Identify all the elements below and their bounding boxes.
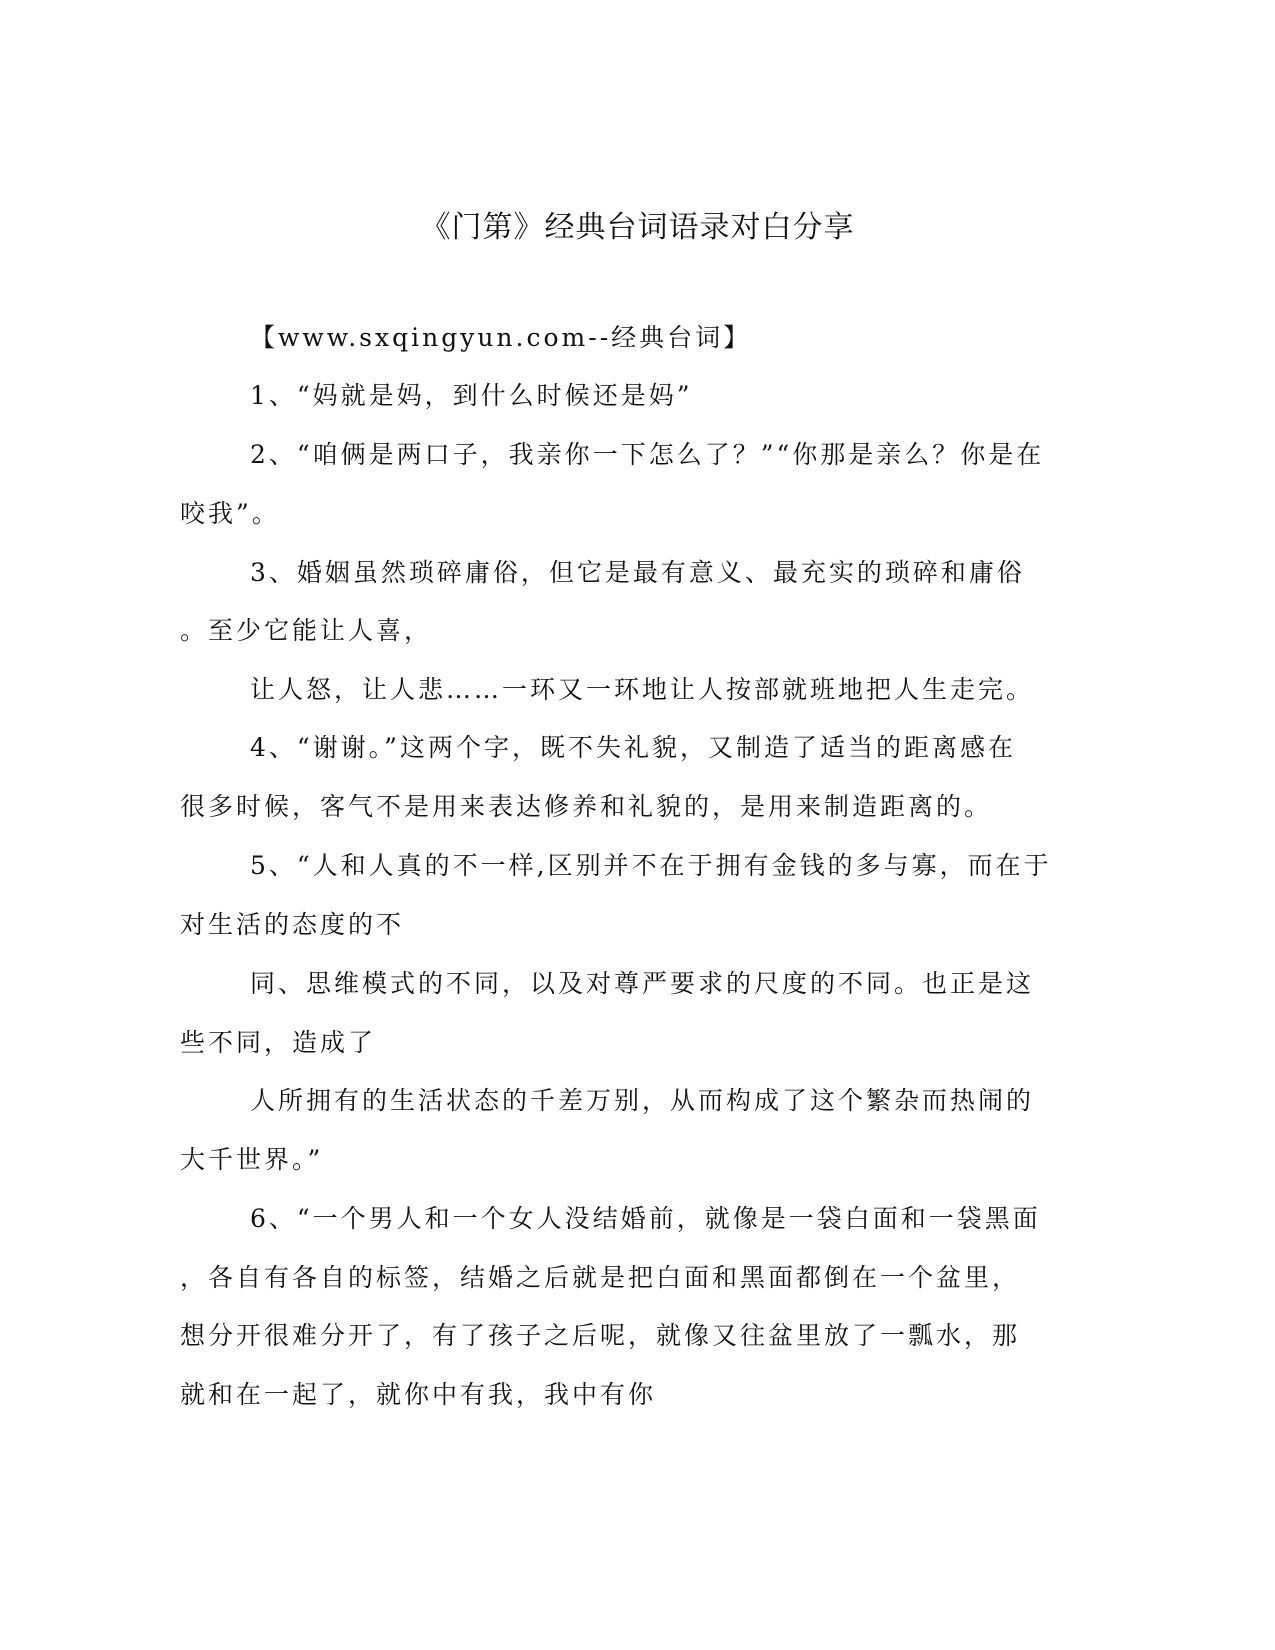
quote-line: 1、“妈就是妈，到什么时候还是妈” [250,381,693,410]
quote-line: 2、“咱俩是两口子，我亲你一下怎么了？”“你那是亲么？你是在 [250,440,1045,469]
quote-line: 就和在一起了，就你中有我，我中有你 [180,1380,657,1409]
document-title: 《门第》经典台词语录对白分享 [420,210,855,245]
quote-line: 想分开很难分开了，有了孩子之后呢，就像又往盆里放了一瓢水，那 [180,1321,1021,1350]
quote-line: 些不同，造成了 [180,1028,377,1057]
quote-line: ，各自有各自的标签，结婚之后就是把白面和黑面都倒在一个盆里， [180,1263,1021,1292]
quote-line: 3、婚姻虽然琐碎庸俗，但它是最有意义、最充实的琐碎和庸俗 [250,558,1025,587]
quote-line: 让人怒，让人悲……一环又一环地让人按部就班地把人生走完。 [250,675,1035,704]
quote-line: 4、“谢谢。”这两个字，既不失礼貌，又制造了适当的距离感在 [250,733,1016,762]
quote-line: 6、“一个男人和一个女人没结婚前，就像是一袋白面和一袋黑面 [250,1204,1041,1233]
quote-line: 咬我”。 [180,499,280,528]
quote-line: 同、思维模式的不同，以及对尊严要求的尺度的不同。也正是这 [250,969,1035,998]
quote-line: 对生活的态度的不 [180,910,405,939]
quote-line: 人所拥有的生活状态的千差万别，从而构成了这个繁杂而热闹的 [250,1086,1035,1115]
quote-line: 大千世界。” [180,1145,324,1174]
quote-line: 5、“人和人真的不一样,区别并不在于拥有金钱的多与寡，而在于 [250,851,1052,880]
source-line: 【www.sxqingyun.com--经典台词】 [250,323,752,352]
quote-line: 很多时候，客气不是用来表达修养和礼貌的，是用来制造距离的。 [180,792,993,821]
quote-line: 。至少它能让人喜， [180,616,433,645]
